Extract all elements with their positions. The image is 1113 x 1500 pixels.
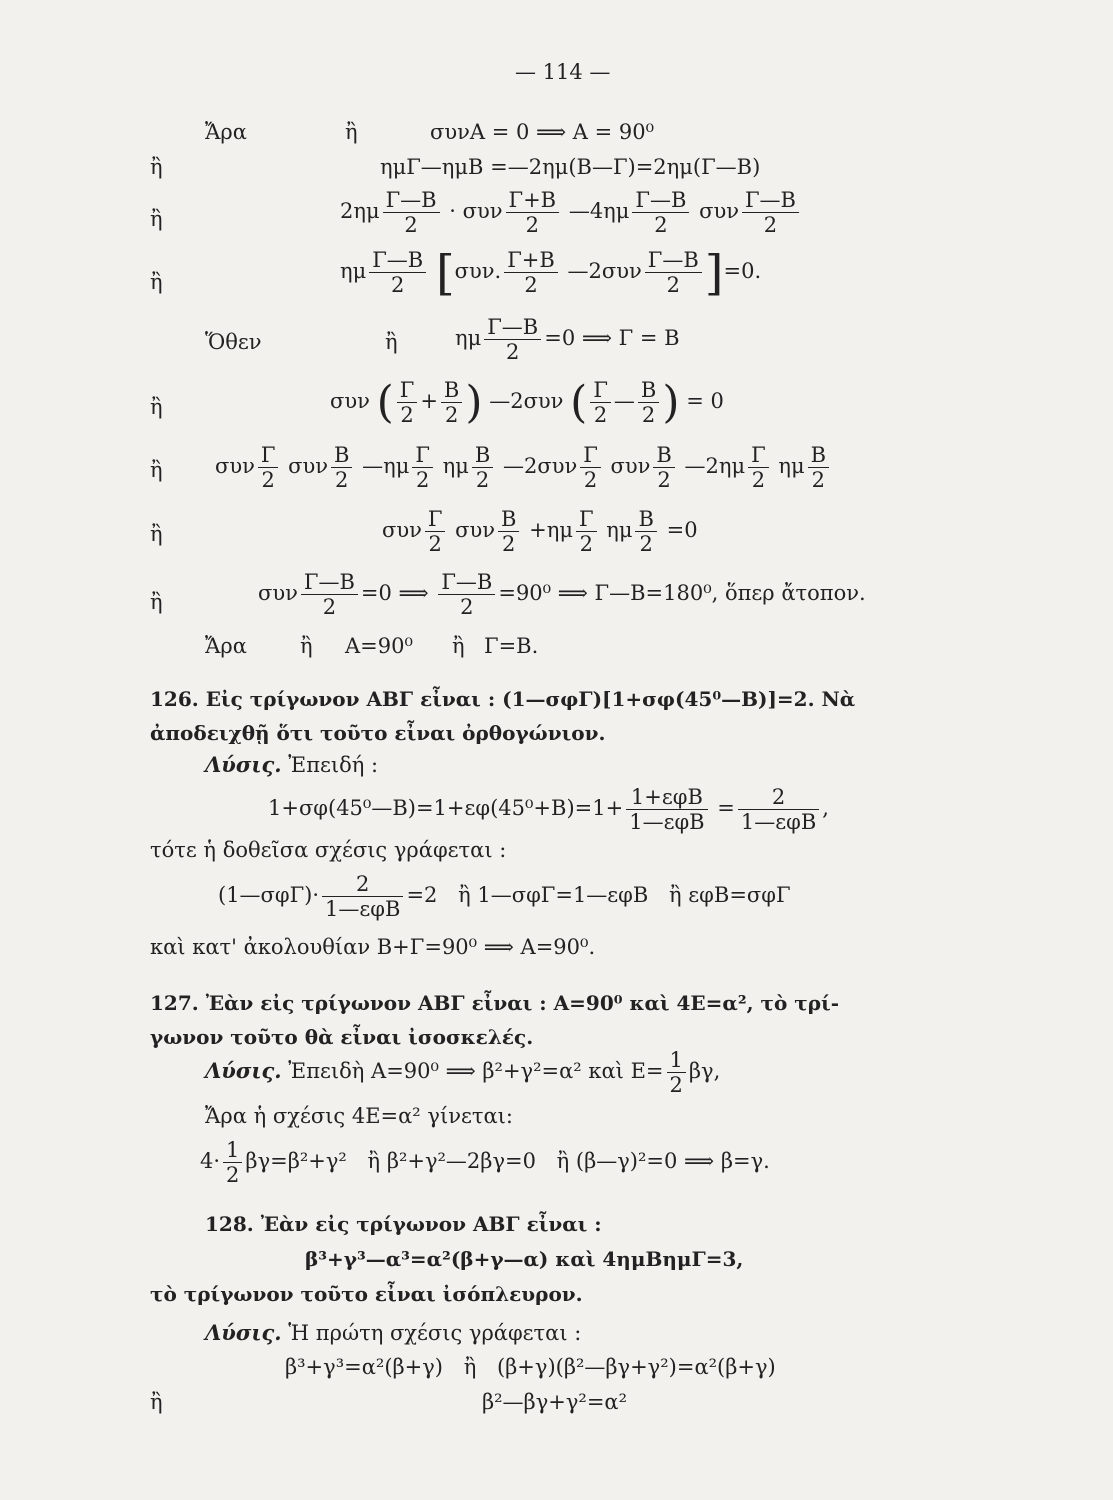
fraction: $\frac{\Gamma—B}{2}$: [484, 315, 541, 364]
bracket: ]: [704, 244, 724, 301]
problem-126-statement: [150, 682, 855, 750]
fraction: $\frac{\Gamma—B}{2}$: [301, 570, 358, 619]
word-or: ἢ: [150, 155, 163, 179]
equation-line-9: συν $\frac{\Gamma—B}{2}$ =0 ⟹ $\frac{\Gamma—B}{2}$ =90⁰ ⟹ Γ—Β=180⁰, ὅπερ ἄτοπον.: [258, 570, 866, 620]
equation-line-1: συνΑ = 0 ⟹ Α = 90⁰: [430, 120, 655, 144]
equation-line-2: ημΓ—ημΒ =—2ημ(Β—Γ)=2ημ(Γ—Β): [380, 155, 761, 179]
equation-line-8: συν $\frac{\Gamma}{2}$ συν $\frac{B}{2}$ +ημ $\frac{\Gamma}{2}$ ημ $\frac{B}{2}$ =0: [382, 507, 698, 557]
paren: ): [662, 376, 680, 428]
fraction: $\frac{\Gamma—B}{2}$: [383, 188, 440, 237]
solution-126-eq1: 1+σφ(45⁰—Β)=1+εφ(45⁰+Β)=1+ $\frac{\text{1+εφΒ}}{\text{1—εφΒ}}$ = $\frac{2}{\text{1—εφΒ}}$ ,: [268, 785, 829, 835]
term: συν: [699, 199, 739, 224]
statement-line: γωνον τοῦτο θὰ εἶναι ἰσοσκελές.: [150, 1025, 534, 1049]
solution-126-intro: Λύσις. Ἐπειδή :: [205, 752, 379, 777]
word-othen: Ὅθεν: [205, 330, 262, 354]
fraction: $\frac{\Gamma}{2}$: [425, 507, 446, 556]
fraction: $\frac{\Gamma}{2}$: [580, 443, 601, 492]
word-or: ἢ: [150, 590, 163, 614]
problem-127-statement: [150, 986, 839, 1054]
word-or: ἢ: [345, 120, 358, 144]
solution-126-conclusion: καὶ κατ' ἀκολουθίαν Β+Γ=90⁰ ⟹ Α=90⁰.: [150, 935, 596, 959]
statement-line: 127. Ἐὰν εἰς τρίγωνον ΑΒΓ εἶναι : Α=90⁰ καὶ 4Ε=α², τὸ τρί-: [150, 991, 839, 1015]
word-or: ἢ: [150, 207, 163, 231]
problem-128-statement-3: τὸ τρίγωνον τοῦτο εἶναι ἰσόπλευρον.: [150, 1282, 583, 1306]
fraction: $\frac{1}{2}$: [667, 1048, 686, 1097]
bracket: [: [435, 244, 455, 301]
page-number: — 114 —: [515, 60, 611, 84]
fraction: $\frac{\Gamma+B}{2}$: [506, 188, 560, 237]
fraction: $\frac{B}{2}$: [638, 378, 659, 427]
equation-line-5: ημ $\frac{\Gamma—B}{2}$ =0 ⟹ Γ = Β: [455, 315, 680, 365]
solution-128-first: Λύσις. Ἡ πρώτη σχέσις γράφεται :: [205, 1320, 582, 1345]
fraction: $\frac{B}{2}$: [653, 443, 674, 492]
term: —4ημ: [568, 199, 630, 224]
word-or: ἢ: [385, 330, 398, 354]
equation-line-3: [340, 188, 802, 237]
word-or: ἢ: [150, 270, 163, 294]
equation-line-6: συν ( $\frac{\Gamma}{2}$ + $\frac{B}{2}$ ) —2συν ( $\frac{\Gamma}{2}$ — $\frac{B}{2}$ ) = 0: [330, 376, 724, 428]
word-or: ἢ: [150, 458, 163, 482]
equation-line-10b: Γ=Β.: [484, 634, 539, 658]
fraction: $\frac{\Gamma—B}{2}$: [438, 570, 495, 619]
problem-128-statement-1: 128. Ἐὰν εἰς τρίγωνον ΑΒΓ εἶναι :: [205, 1212, 602, 1236]
fraction: $\frac{1}{2}$: [223, 1138, 242, 1187]
fraction: $\frac{\Gamma—B}{2}$: [632, 188, 689, 237]
fraction: $\frac{B}{2}$: [635, 507, 656, 556]
fraction: $\frac{B}{2}$: [808, 443, 829, 492]
word-or: ἢ: [300, 634, 313, 658]
word-or: ἢ: [150, 1390, 163, 1414]
problem-128-statement-2: β³+γ³—α³=α²(β+γ—α) καὶ 4ημΒημΓ=3,: [305, 1247, 744, 1271]
solution-126-then: τότε ἡ δοθεῖσα σχέσις γράφεται :: [150, 838, 507, 862]
fraction: $\frac{\text{1+εφΒ}}{\text{1—εφΒ}}$: [626, 785, 707, 834]
fraction: $\frac{2}{\text{1—εφΒ}}$: [738, 785, 819, 834]
paren: (: [376, 376, 394, 428]
word-ara: Ἄρα: [205, 120, 247, 144]
paren: ): [465, 376, 483, 428]
solution-128-eq1: β³+γ³=α²(β+γ) ἢ (β+γ)(β²—βγ+γ²)=α²(β+γ): [285, 1355, 776, 1379]
fraction: $\frac{B}{2}$: [498, 507, 519, 556]
fraction: $\frac{B}{2}$: [441, 378, 462, 427]
equation-line-10: Α=90⁰: [345, 634, 413, 658]
word-or: ἢ: [150, 522, 163, 546]
term: · συν: [449, 199, 503, 224]
fraction: $\frac{\Gamma—B}{2}$: [369, 248, 426, 297]
fraction: $\frac{\Gamma—B}{2}$: [742, 188, 799, 237]
equation-line-7: συν $\frac{\Gamma}{2}$ συν $\frac{B}{2}$ —ημ $\frac{\Gamma}{2}$ ημ $\frac{B}{2}$ —2συν $\frac{\Gamma}{2}$ συν $\frac{B}{2}$ —2ημ $\frac{\Gamma}{2}$ ημ $\frac{B}{2}$: [215, 443, 832, 492]
fraction: $\frac{2}{\text{1—εφΒ}}$: [322, 872, 403, 921]
fraction: $\frac{\Gamma}{2}$: [576, 507, 597, 556]
fraction: $\frac{\Gamma}{2}$: [258, 443, 279, 492]
solution-127-eq: 4· $\frac{1}{2}$ βγ=β²+γ² ἢ β²+γ²—2βγ=0 ἢ (β—γ)²=0 ⟹ β=γ.: [200, 1138, 770, 1188]
fraction: $\frac{B}{2}$: [472, 443, 493, 492]
fraction: $\frac{\Gamma}{2}$: [412, 443, 433, 492]
solution-127-ara: Ἄρα ἡ σχέσις 4Ε=α² γίνεται:: [205, 1104, 513, 1128]
fraction: $\frac{\Gamma}{2}$: [590, 378, 611, 427]
fraction: $\frac{\Gamma+B}{2}$: [504, 248, 558, 297]
word-ara: Ἄρα: [205, 634, 247, 658]
term: 2ημ: [340, 199, 380, 224]
paren: (: [570, 376, 588, 428]
solution-126-eq2: (1—σφΓ)· $\frac{2}{\text{1—εφΒ}}$ =2 ἢ 1—σφΓ=1—εφΒ ἢ εφΒ=σφΓ: [218, 872, 791, 922]
fraction: $\frac{\Gamma}{2}$: [748, 443, 769, 492]
statement-line: 126. Εἰς τρίγωνον ΑΒΓ εἶναι : (1—σφΓ)[1+σφ(45⁰—Β)]=2. Νὰ: [150, 687, 856, 711]
word-or: ἢ: [150, 395, 163, 419]
equation-line-4: ημ $\frac{\Gamma—B}{2}$ [συν. $\frac{\Gamma+B}{2}$ —2συν $\frac{\Gamma—B}{2}$ ]=0.: [340, 244, 762, 301]
word-or: ἢ: [452, 634, 465, 658]
fraction: $\frac{B}{2}$: [331, 443, 352, 492]
fraction: $\frac{\Gamma}{2}$: [397, 378, 418, 427]
solution-127-since: Λύσις. Ἐπειδὴ Α=90⁰ ⟹ β²+γ²=α² καὶ Ε= $\frac{1}{2}$ βγ,: [205, 1048, 721, 1098]
statement-line: ἀποδειχθῇ ὅτι τοῦτο εἶναι ὀρθογώνιον.: [150, 721, 606, 745]
fraction: $\frac{\Gamma—B}{2}$: [645, 248, 702, 297]
solution-128-eq2: β²—βγ+γ²=α²: [482, 1390, 628, 1414]
